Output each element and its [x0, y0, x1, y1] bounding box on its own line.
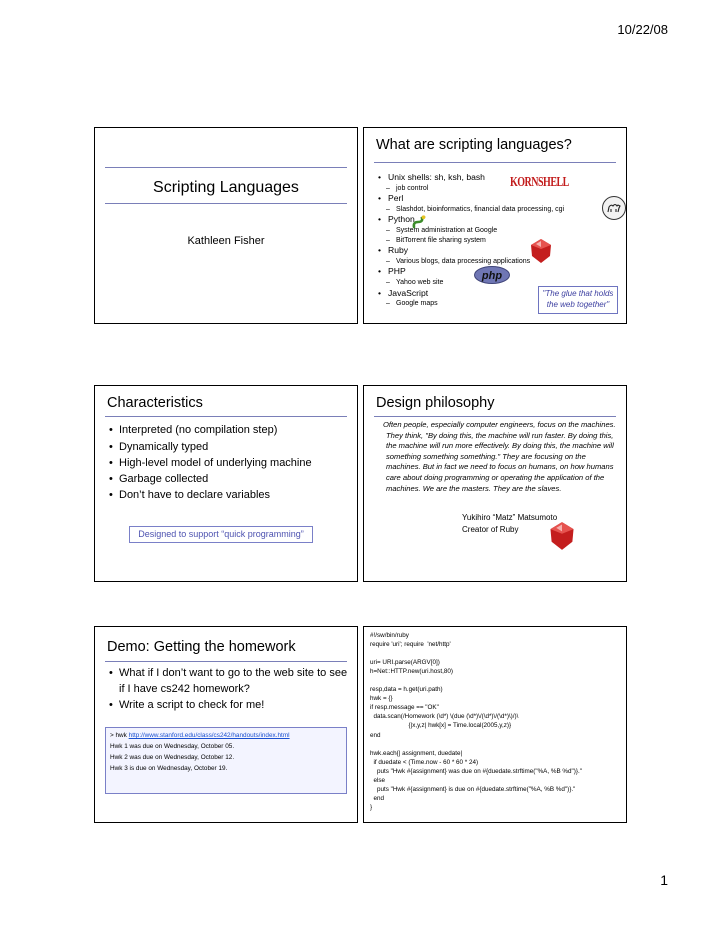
matz-quote: Often people, especially computer engineers, focus on the machines. They think, "By doing this, the machine will run faster. By doing this, the machine will run more effectively. By doing this, the machine will something something something." They are focusing on the machines. But in fact we need to focus on humans, on how humans care about doing programming or operating the application of the machines. We are the masters. They are the slaves.: [383, 420, 616, 493]
page-number: 1: [660, 872, 668, 888]
demo-bullet-item: • What if I don’t want to go to the web site to see if I have cs242 homework?: [109, 666, 349, 697]
ruby-gem-icon: [547, 521, 577, 556]
language-item: • PHP: [378, 266, 618, 278]
characteristic-item: • High-level model of underlying machine: [109, 456, 349, 471]
language-use-item: – Yahoo web site: [378, 278, 618, 288]
language-item: • Unix shells: sh, ksh, bash: [378, 172, 618, 184]
language-use-item: – Slashdot, bioinformatics, financial data processing, cgi: [378, 205, 618, 215]
attribution-name: Yukihiro “Matz” Matsumoto: [462, 513, 558, 522]
slide-title: [94, 127, 358, 324]
terminal-line: Hwk 3 is due on Wednesday, October 19.: [110, 765, 228, 772]
slide-ruby-script: [363, 626, 627, 823]
characteristic-item: • Don’t have to declare variables: [109, 488, 349, 503]
demo-bullets: [109, 665, 349, 714]
homework-link[interactable]: http://www.stanford.edu/class/cs242/handouts/index.html: [128, 732, 290, 739]
heading-rule: [374, 162, 616, 163]
bottom-rule: [105, 203, 347, 204]
heading-rule: [105, 661, 347, 662]
ruby-code-listing: #!/sw/bin/ruby require 'uri'; require 'net/http' uri= URI.parse(ARGV[0]) h=Net::HTTP.new(uri.host,80) resp,data = h.get(uri.path) hwk = {} if resp.message == "OK" data.scan(/Homework (\d*) \(due (\d*)\/(\d*)\/(\d*)\)/)\ {|x,y,z| hwk[x] = Time.local(2005,y,z)} end hwk.each{| assignment, duedate| if duedate < (Time.now - 60 * 60 * 24) puts "Hwk #{assignment} was due on #{duedate.strftime("%A, %B %d")}." else puts "Hwk #{assignment} is due on #{duedate.strftime("%A, %B %d")}." end }: [370, 632, 582, 811]
glue-quote-text: "The glue that holds the web together": [542, 289, 614, 309]
language-use-item: – System administration at Google: [378, 226, 618, 236]
quick-programming-note: Designed to support “quick programming”: [129, 526, 313, 543]
language-item: • Perl: [378, 193, 618, 205]
php-logo-icon: php: [474, 266, 510, 284]
slide-heading: Demo: Getting the homework: [107, 639, 296, 655]
language-item: • Python: [378, 214, 618, 226]
language-use-item: – job control: [378, 184, 618, 194]
terminal-prompt: > hwk: [110, 732, 129, 739]
slide-heading: What are scripting languages?: [376, 137, 572, 153]
slide-demo-getting-homework: [94, 626, 358, 823]
slide-design-philosophy: [363, 385, 627, 582]
author-name: Kathleen Fisher: [187, 235, 265, 247]
language-item: • JavaScript: [378, 288, 618, 300]
language-item: • Ruby: [378, 245, 618, 257]
language-use-item: – Google maps: [378, 299, 618, 309]
glue-quote-box: [538, 286, 618, 314]
characteristics-list: [109, 422, 349, 503]
kornshell-logo-icon: KORNSHELL: [510, 172, 558, 186]
page-date: 10/22/08: [617, 22, 668, 37]
language-use-item: – BitTorrent file sharing system: [378, 236, 618, 246]
terminal-line: Hwk 1 was due on Wednesday, October 05.: [110, 743, 235, 750]
slide-what-are-scripting-languages: [363, 127, 627, 324]
heading-rule: [374, 416, 616, 417]
perl-camel-icon: [602, 196, 626, 220]
slide-heading: Characteristics: [107, 395, 203, 411]
demo-bullet-item: • Write a script to check for me!: [109, 698, 349, 714]
attribution-role: Creator of Ruby: [462, 525, 519, 534]
slide-heading: Design philosophy: [376, 395, 495, 411]
characteristic-item: • Dynamically typed: [109, 440, 349, 455]
characteristic-item: • Garbage collected: [109, 472, 349, 487]
slide-title-text: Scripting Languages: [153, 179, 299, 196]
terminal-output-box: [105, 727, 347, 794]
language-use-item: – Various blogs, data processing applications: [378, 257, 618, 267]
slide-characteristics: [94, 385, 358, 582]
top-rule: [105, 167, 347, 168]
python-snake-icon: [412, 215, 426, 229]
ruby-gem-icon: [528, 238, 554, 269]
heading-rule: [105, 416, 347, 417]
terminal-line: Hwk 2 was due on Wednesday, October 12.: [110, 754, 235, 761]
terminal-lines: [110, 741, 234, 774]
characteristic-item: • Interpreted (no compilation step): [109, 423, 349, 438]
